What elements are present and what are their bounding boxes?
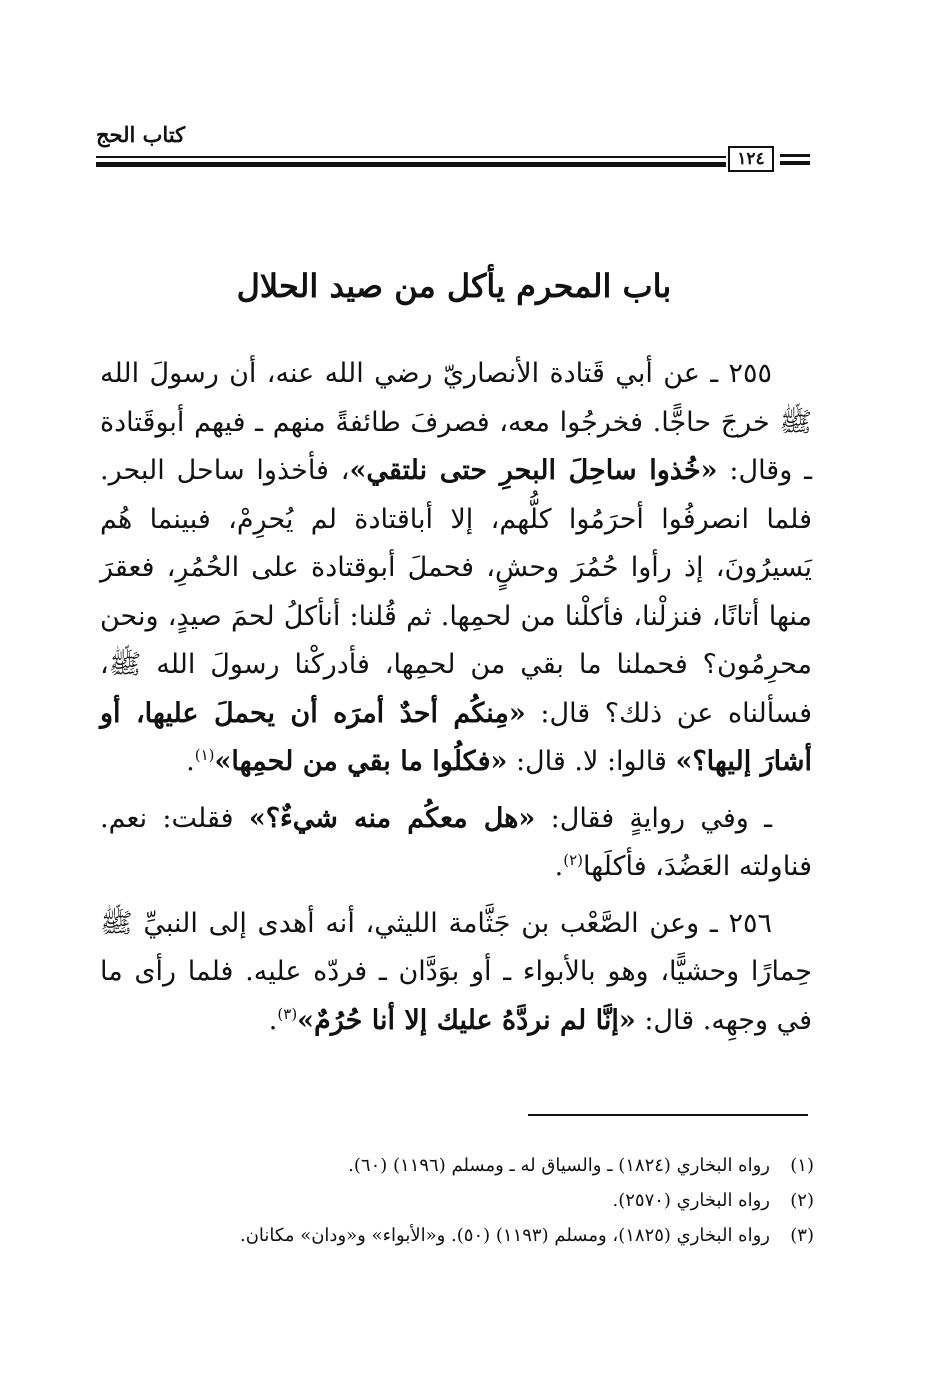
footnote-number: (١): [790, 1155, 814, 1176]
footnote-ref-3: (٣): [277, 1004, 298, 1023]
footnote-number: (٢): [790, 1190, 814, 1211]
footnote: [100, 1148, 814, 1183]
hadith-255: ٢٥٥ ـ عن أبي قَتادة الأنصاريّ رضي الله عنه، أن رسولَ الله ﷺ خرجَ حاجًّا. فخرجُوا معه، فصرفَ طائفةً منهم ـ فيهم أبوقَتادة ـ وقال: «خُذوا ساحِلَ البحرِ حتى نلتقي»، فأخذوا ساحل البحر. فلما انصرفُوا أحرَمُوا كلُّهم، إلا أباقتادة لم يُحرِمْ، فبينما هُم يَسيرُونَ، إذ رأوا حُمُرَ وحشٍ، فحملَ أبوقتادة على الحُمُرِ، فعقرَ منها أتانًا، فنزلْنا، فأكلْنا من لحمِها. ثم قُلنا: أنأكلُ لحمَ صيدٍ، ونحن محرِمُون؟ فحملنا ما بقي من لحمِها، فأدركْنا رسولَ الله ﷺ، فسألناه عن ذلك؟ قال: «مِنكُم أحدٌ أمرَه أن يحملَ عليها، أو أشارَ إليها؟» قالوا: لا. قال: «فكلُوا ما بقي من لحمِها»$^{(١)}$.: [100, 358, 812, 777]
footnote-text: رواه البخاري (١٨٢٤) ـ والسياق له ـ ومسلم (١١٩٦) (٦٠).: [348, 1155, 770, 1176]
header-rule: [96, 156, 726, 172]
footnote-ref-2: (٢): [563, 851, 583, 869]
footnote: [100, 1183, 814, 1218]
footnote-text: رواه البخاري (٢٥٧٠).: [612, 1190, 770, 1211]
prophet-quote: «إنَّا لم نردَّهُ عليك إلا أنا حُرُمٌ»: [297, 1004, 636, 1036]
page-number: ١٢٤: [728, 146, 774, 172]
header-end-bar: [780, 154, 810, 166]
main-text: [100, 350, 812, 1053]
hadith-256: ٢٥٦ ـ وعن الصَّعْب بن جَثَّامة الليثي، أنه أهدى إلى النبيِّ ﷺ حِمارًا وحشيًّا، وهو بالأبواء ـ أو بوَدَّان ـ فردّه عليه. فلما رأى ما في وجهِه. قال: «إنَّا لم نردَّهُ عليك إلا أنا حُرُمٌ»$^{(٣)}$.: [100, 907, 812, 1036]
chapter-title: باب المحرم يأكل من صيد الحلال: [236, 267, 672, 306]
prophet-quote: «خُذوا ساحِلَ البحرِ حتى نلتقي»: [349, 455, 718, 486]
book-title: كتاب الحج: [96, 122, 186, 147]
prophet-quote: «مِنكُم أحدٌ أمرَه أن يحملَ عليها، أو أشارَ إليها؟»: [100, 697, 812, 777]
header-rule-thick: [96, 162, 726, 167]
prophet-quote: «فكلُوا ما بقي من لحمِها»: [214, 746, 508, 777]
footnote-separator: [528, 1114, 808, 1116]
footnote-ref-1: (١): [194, 746, 215, 764]
footnotes: [100, 1148, 814, 1253]
footnote-number: (٣): [790, 1225, 814, 1246]
footnote-text: رواه البخاري (١٨٢٥)، ومسلم (١١٩٣) (٥٠). و«الأبواء» و«ودان» مكانان.: [239, 1225, 770, 1246]
prophet-quote: «هل معكُم منه شيءٌ؟»: [248, 802, 536, 834]
variant-narration: ـ وفي روايةٍ فقال: «هل معكُم منه شيءٌ؟» فقلت: نعم. فناولته العَضُدَ، فأكلَها$^{(٢)}$.: [100, 802, 812, 882]
running-header: [96, 118, 812, 178]
header-rule-thin: [96, 156, 726, 158]
footnote: [100, 1218, 814, 1253]
